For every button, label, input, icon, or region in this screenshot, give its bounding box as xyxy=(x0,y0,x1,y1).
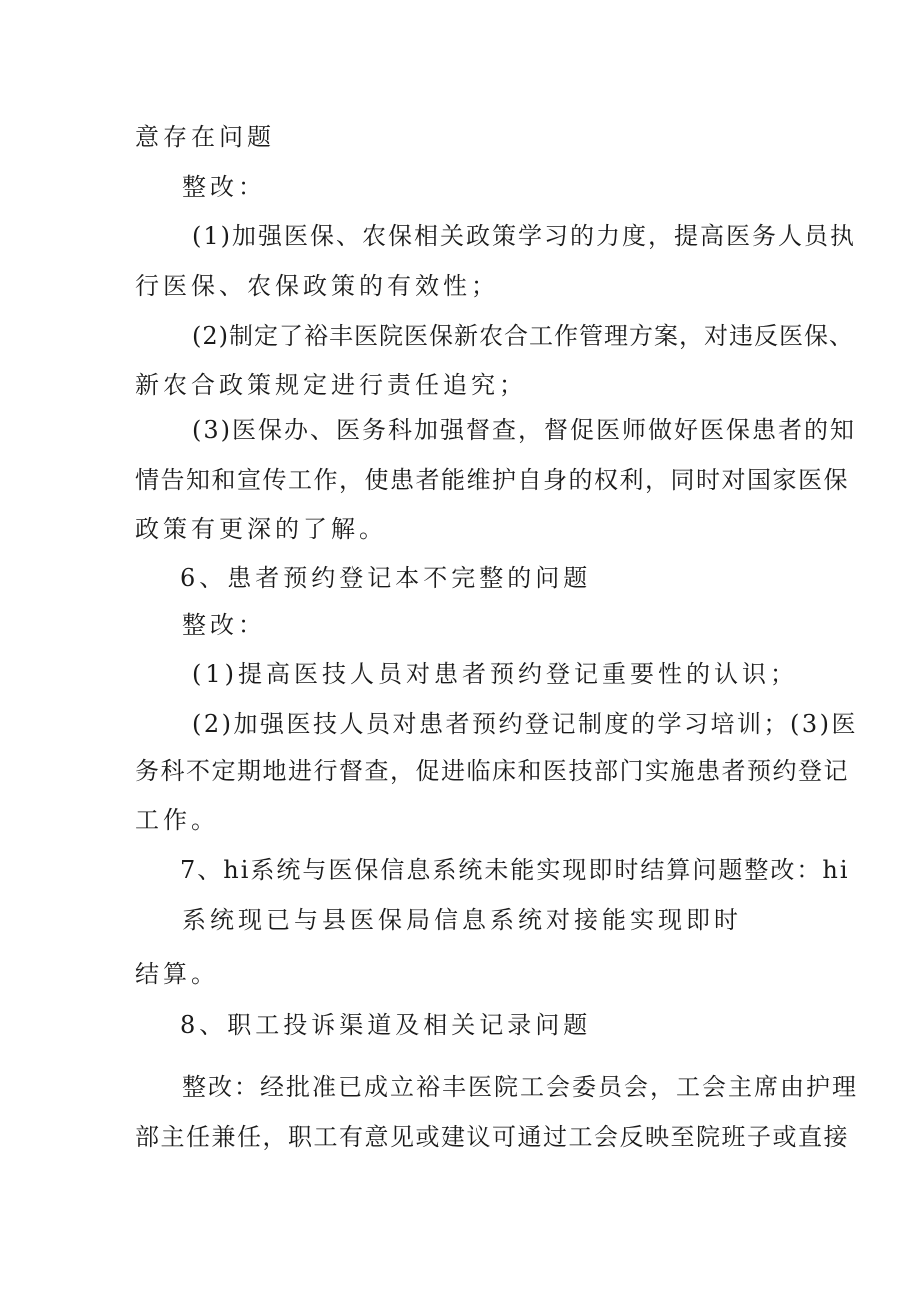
text-line: (2)制定了裕丰医院医保新农合工作管理方案，对违反医保、 xyxy=(192,322,854,350)
text-line: (3)医保办、医务科加强督查，督促医师做好医保患者的知 xyxy=(192,416,856,444)
text-line: 新农合政策规定进行责任追究； xyxy=(135,371,527,399)
text-line: 整改： xyxy=(182,173,266,201)
text-line: 系统现已与县医保局信息系统对接能实现即时 xyxy=(182,906,742,934)
text-line: 意存在问题 xyxy=(135,123,275,151)
text-line: (1)加强医保、农保相关政策学习的力度，提高医务人员执 xyxy=(192,222,856,250)
text-line: 政策有更深的了解。 xyxy=(135,515,387,543)
text-line: 整改： xyxy=(182,611,266,639)
text-line: (2)加强医技人员对患者预约登记制度的学习培训；(3)医 xyxy=(192,710,858,738)
text-line: 工作。 xyxy=(135,806,219,834)
text-line: 务科不定期地进行督查，促进临床和医技部门实施患者预约登记 xyxy=(135,757,849,785)
text-line: 部主任兼任，职工有意见或建议可通过工会反映至院班子或直接 xyxy=(135,1123,849,1151)
section-heading: 8、职工投诉渠道及相关记录问题 xyxy=(180,1011,592,1039)
text-line: 整改：经批准已成立裕丰医院工会委员会，工会主席由护理 xyxy=(182,1073,858,1101)
text-line: (1)提高医技人员对患者预约登记重要性的认识； xyxy=(192,660,798,688)
text-line: 结算。 xyxy=(135,960,219,988)
section-heading: 6、患者预约登记本不完整的问题 xyxy=(180,564,592,592)
section-heading: 7、hi系统与医保信息系统未能实现即时结算问题整改：hi xyxy=(180,856,850,884)
text-line: 行医保、农保政策的有效性； xyxy=(135,272,499,300)
text-line: 情告知和宣传工作，使患者能维护自身的权利，同时对国家医保 xyxy=(135,466,849,494)
